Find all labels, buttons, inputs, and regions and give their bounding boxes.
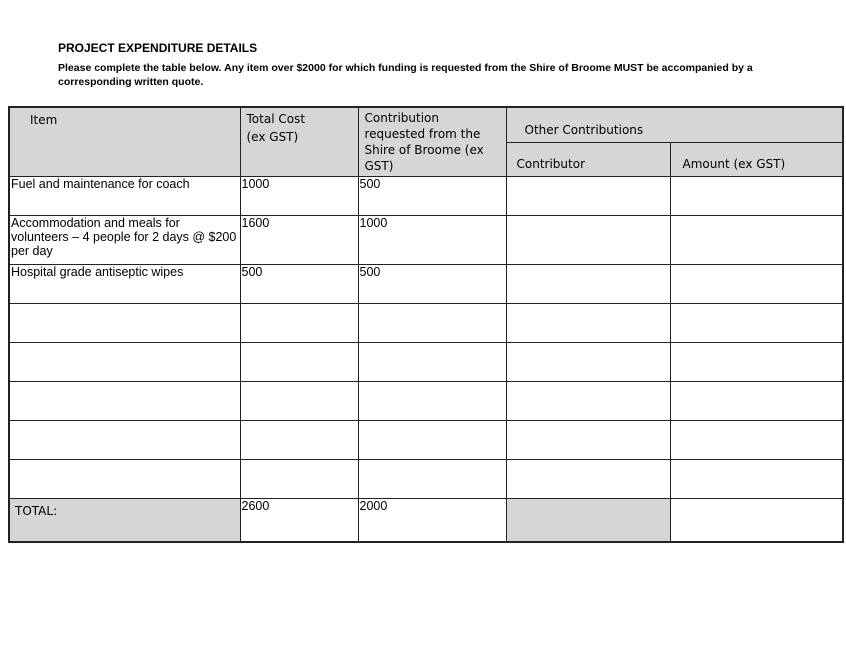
cell-amount[interactable] <box>670 343 843 382</box>
cell-item[interactable]: Hospital grade antiseptic wipes <box>9 265 240 304</box>
header-amount-label: Amount (ex GST) <box>682 156 786 171</box>
cell-requested[interactable]: 1000 <box>358 216 506 265</box>
cell-amount[interactable] <box>670 460 843 499</box>
table-row <box>9 421 843 460</box>
cell-contributor[interactable] <box>506 460 670 499</box>
header-contribution-requested-label: Contribution requested from the Shire of Broome (ex GST) <box>364 111 484 173</box>
table-row <box>9 265 843 304</box>
cell-amount[interactable] <box>670 421 843 460</box>
cell-item[interactable]: Accommodation and meals for volunteers – 4 people for 2 days @ $200 per day <box>9 216 240 265</box>
table-row <box>9 460 843 499</box>
header-total-cost-label: Total Cost (ex GST) <box>246 112 306 144</box>
header-total-cost <box>240 107 358 177</box>
cell-item[interactable] <box>9 304 240 343</box>
cell-amount[interactable] <box>670 304 843 343</box>
cell-requested[interactable] <box>358 460 506 499</box>
total-row <box>9 499 843 543</box>
cell-total[interactable] <box>240 421 358 460</box>
cell-total[interactable] <box>240 343 358 382</box>
total-cost-cell[interactable]: 2600 <box>240 499 358 543</box>
cell-contributor[interactable] <box>506 304 670 343</box>
instructions-text: Please complete the table below. Any item over $2000 for which funding is requested from the Shire of Broome MUST be accompanied by a corresponding written quote. <box>58 62 753 88</box>
cell-requested[interactable] <box>358 382 506 421</box>
header-other-contributions-label: Other Contributions <box>524 123 644 137</box>
header-other-contributions <box>506 107 843 142</box>
header-amount <box>670 142 843 176</box>
cell-requested[interactable] <box>358 421 506 460</box>
cell-contributor[interactable] <box>506 343 670 382</box>
cell-total[interactable]: 1600 <box>240 216 358 265</box>
cell-total[interactable] <box>240 382 358 421</box>
cell-total[interactable] <box>240 304 358 343</box>
total-label: TOTAL: <box>15 504 58 518</box>
cell-contributor[interactable] <box>506 421 670 460</box>
cell-item[interactable]: Fuel and maintenance for coach <box>9 177 240 216</box>
table-row <box>9 216 843 265</box>
page-title: PROJECT EXPENDITURE DETAILS <box>58 41 258 55</box>
cell-item[interactable] <box>9 382 240 421</box>
cell-requested[interactable]: 500 <box>358 177 506 216</box>
expenditure-table <box>8 106 844 543</box>
table-row <box>9 343 843 382</box>
cell-contributor[interactable] <box>506 265 670 304</box>
cell-item[interactable] <box>9 343 240 382</box>
total-requested-cell[interactable]: 2000 <box>358 499 506 543</box>
cell-item[interactable] <box>9 460 240 499</box>
total-contributor-cell <box>506 499 670 543</box>
cell-total[interactable]: 500 <box>240 265 358 304</box>
cell-contributor[interactable] <box>506 216 670 265</box>
table-row <box>9 177 843 216</box>
cell-requested[interactable]: 500 <box>358 265 506 304</box>
cell-contributor[interactable] <box>506 177 670 216</box>
cell-amount[interactable] <box>670 216 843 265</box>
cell-contributor[interactable] <box>506 382 670 421</box>
total-amount-cell[interactable] <box>670 499 843 543</box>
header-contribution-requested <box>358 107 506 177</box>
header-item <box>9 107 240 177</box>
table-row <box>9 382 843 421</box>
cell-amount[interactable] <box>670 265 843 304</box>
cell-requested[interactable] <box>358 343 506 382</box>
cell-total[interactable] <box>240 460 358 499</box>
cell-requested[interactable] <box>358 304 506 343</box>
table-row <box>9 304 843 343</box>
header-contributor <box>506 142 670 176</box>
cell-amount[interactable] <box>670 382 843 421</box>
cell-total[interactable]: 1000 <box>240 177 358 216</box>
cell-amount[interactable] <box>670 177 843 216</box>
total-label-cell <box>9 499 240 543</box>
header-contributor-label: Contributor <box>516 156 586 171</box>
header-item-label: Item <box>30 113 58 127</box>
cell-item[interactable] <box>9 421 240 460</box>
